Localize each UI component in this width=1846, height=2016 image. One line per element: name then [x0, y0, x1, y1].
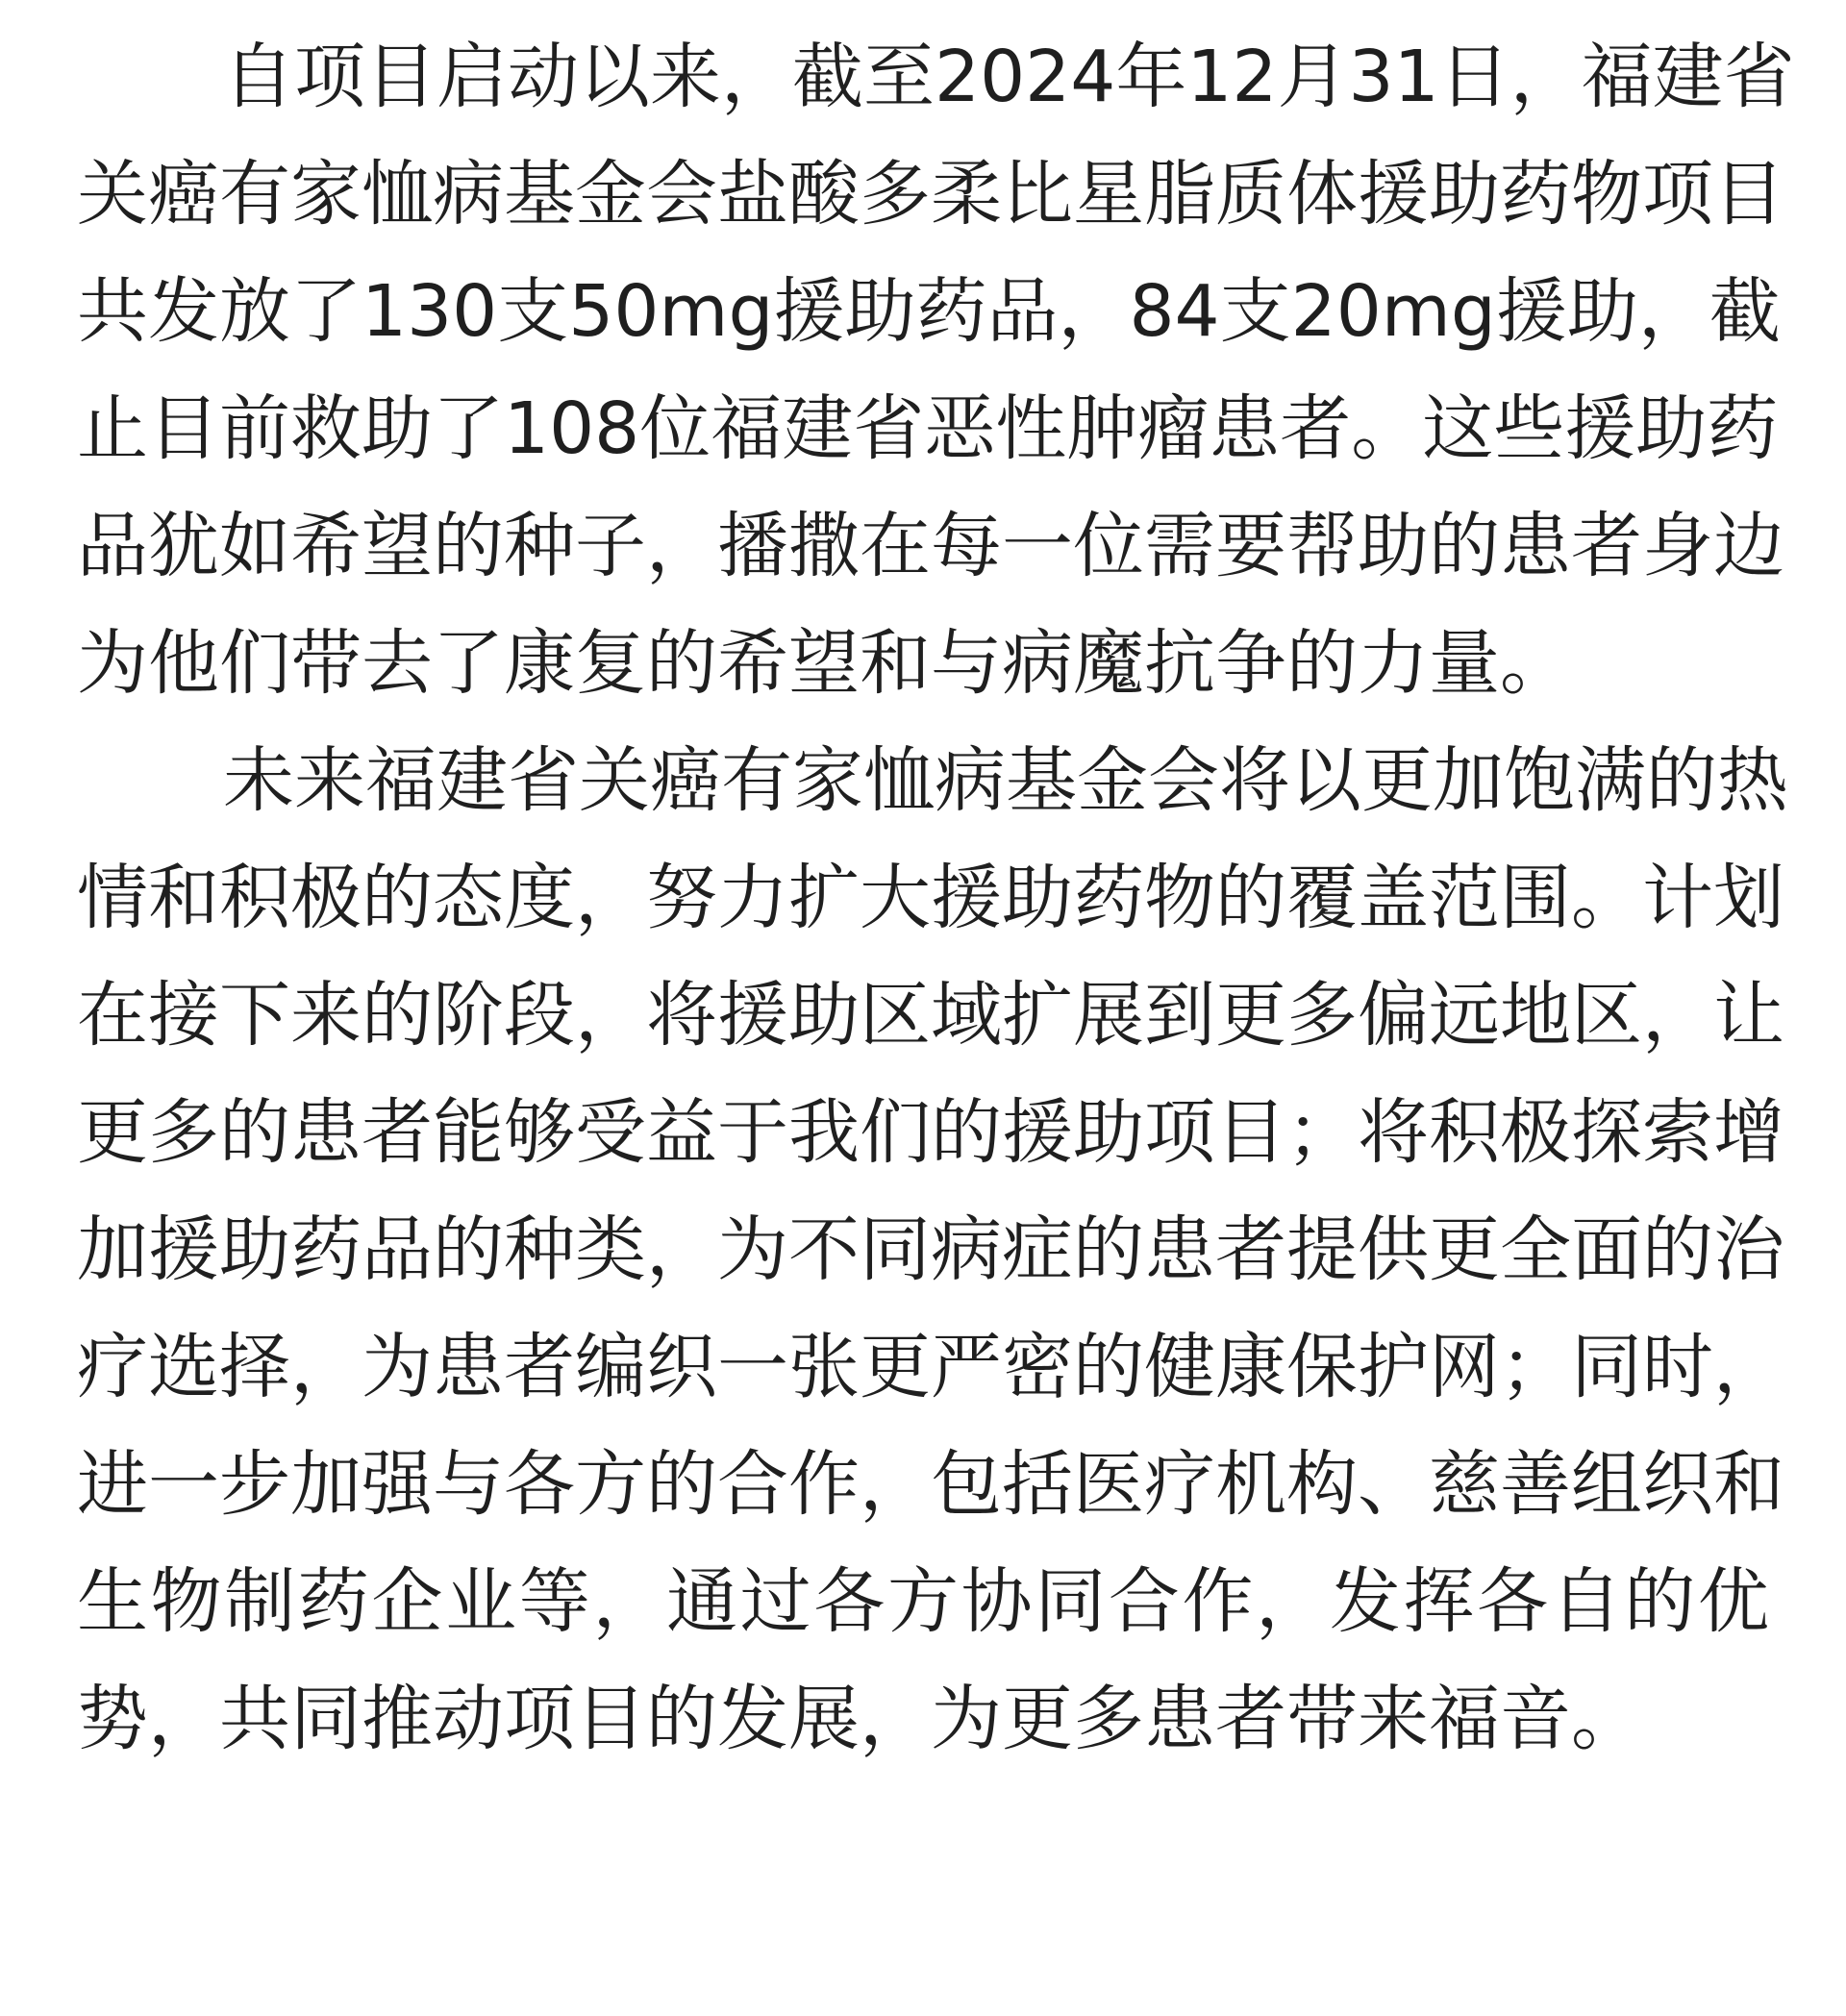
text-line: 情和积极的态度，努力扩大援助药物的覆盖范围。计划 — [77, 857, 1784, 939]
article-body — [77, 0, 1795, 2016]
text-line: 势，共同推动项目的发展，为更多患者带来福音。 — [77, 1678, 1642, 1760]
text-line: 止目前救助了108位福建省恶性肿瘤患者。这些援助药 — [77, 387, 1779, 470]
text-line: 品犹如希望的种子，播撒在每一位需要帮助的患者身边 — [77, 505, 1784, 587]
text-line: 未来福建省关癌有家恤病基金会将以更加饱满的热 — [223, 739, 1788, 822]
text-line: 关癌有家恤病基金会盐酸多柔比星脂质体援助药物项目 — [77, 153, 1784, 236]
text-line: 疗选择，为患者编织一张更严密的健康保护网；同时， — [77, 1326, 1784, 1408]
text-line: 更多的患者能够受益于我们的援助项目；将积极探索增 — [77, 1091, 1784, 1174]
text-line: 自项目启动以来，截至2024年12月31日，福建省 — [223, 36, 1795, 118]
text-line: 加援助药品的种类，为不同病症的患者提供更全面的治 — [77, 1208, 1784, 1291]
text-line: 在接下来的阶段，将援助区域扩展到更多偏远地区，让 — [77, 974, 1784, 1057]
text-line: 生物制药企业等，通过各方协同合作，发挥各自的优 — [77, 1560, 1769, 1643]
text-line: 为他们带去了康复的希望和与病魔抗争的力量。 — [77, 622, 1571, 705]
text-line: 共发放了130支50mg援助药品，84支20mg援助，截 — [77, 270, 1781, 353]
text-line: 进一步加强与各方的合作，包括医疗机构、慈善组织和 — [77, 1443, 1784, 1526]
